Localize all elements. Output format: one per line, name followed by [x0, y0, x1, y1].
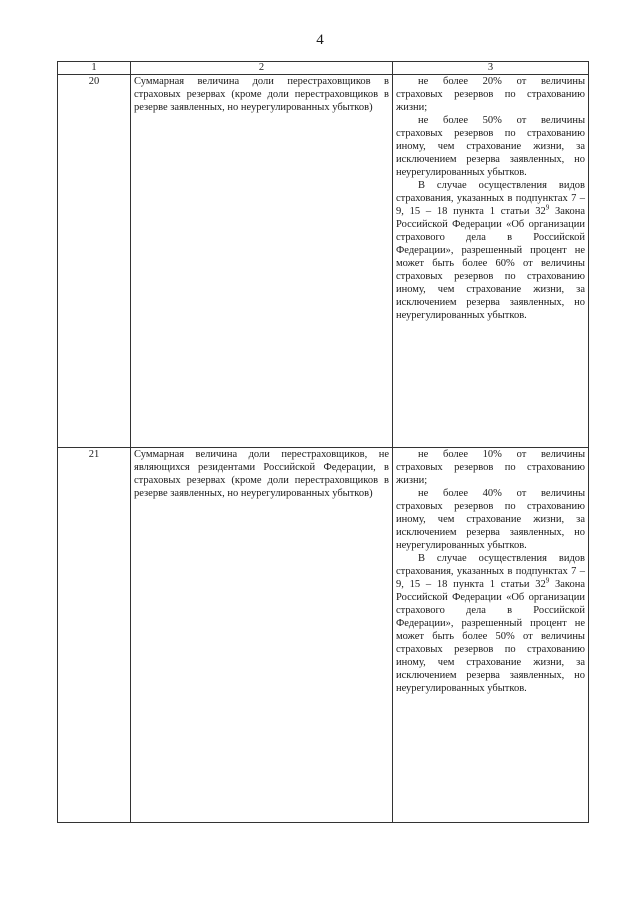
column-header-2: 2 — [131, 62, 393, 75]
requirement-text: В случае осуществления видов страхования, указанных в подпунктах 7 – 9, 15 – 18 пункта 1 статьи 32 — [396, 180, 585, 217]
row-description: Суммарная величина доли перестраховщиков в страховых резервах (кроме доли перестраховщиков в резерве заявленных, но неурегулированных убытков) — [131, 75, 393, 448]
requirement-text: В случае осуществления видов страхования, указанных в подпунктах 7 – 9, 15 – 18 пункта 1 статьи 32 — [396, 553, 585, 590]
row-requirements — [393, 448, 589, 823]
article-superscript: 9 — [545, 203, 550, 212]
column-header-1: 1 — [58, 62, 131, 75]
table-row — [58, 75, 589, 448]
requirements-table — [57, 61, 589, 823]
column-header-3: 3 — [393, 62, 589, 75]
requirement-text: Закона Российской Федерации «Об организации страхового дела в Российской Федерации», разрешенный процент не может быть более 50% от величины страховых резервов по страхованию иному, чем страхование жизни, за исключением резерва заявленных, но неурегулированных убытков. — [396, 579, 585, 694]
requirement-paragraph — [396, 179, 585, 322]
requirement-paragraph — [396, 552, 585, 695]
requirement-paragraph: не более 10% от величины страховых резервов по страхованию жизни; — [396, 449, 585, 486]
table-row — [58, 448, 589, 823]
row-number: 21 — [58, 448, 131, 823]
row-description: Суммарная величина доли перестраховщиков, не являющихся резидентами Российской Федерации, в страховых резервах (кроме доли перестраховщиков в резерве заявленных, но неурегулированных убытков) — [131, 448, 393, 823]
row-requirements — [393, 75, 589, 448]
requirement-paragraph: не более 20% от величины страховых резервов по страхованию жизни; — [396, 76, 585, 113]
article-superscript: 9 — [545, 576, 550, 585]
requirement-paragraph: не более 40% от величины страховых резервов по страхованию иному, чем страхование жизни, за исключением резерва заявленных, но неурегулированных убытков. — [396, 488, 585, 551]
row-number: 20 — [58, 75, 131, 448]
page-number: 4 — [316, 32, 324, 48]
requirement-paragraph: не более 50% от величины страховых резервов по страхованию иному, чем страхование жизни, за исключением резерва заявленных, но неурегулированных убытков. — [396, 115, 585, 178]
table-header-row — [58, 62, 589, 75]
requirement-text: Закона Российской Федерации «Об организации страхового дела в Российской Федерации», разрешенный процент не может быть более 60% от величины страховых резервов по страхованию иному, чем страхование жизни, за исключением резерва заявленных, но неурегулированных убытков. — [396, 206, 585, 321]
